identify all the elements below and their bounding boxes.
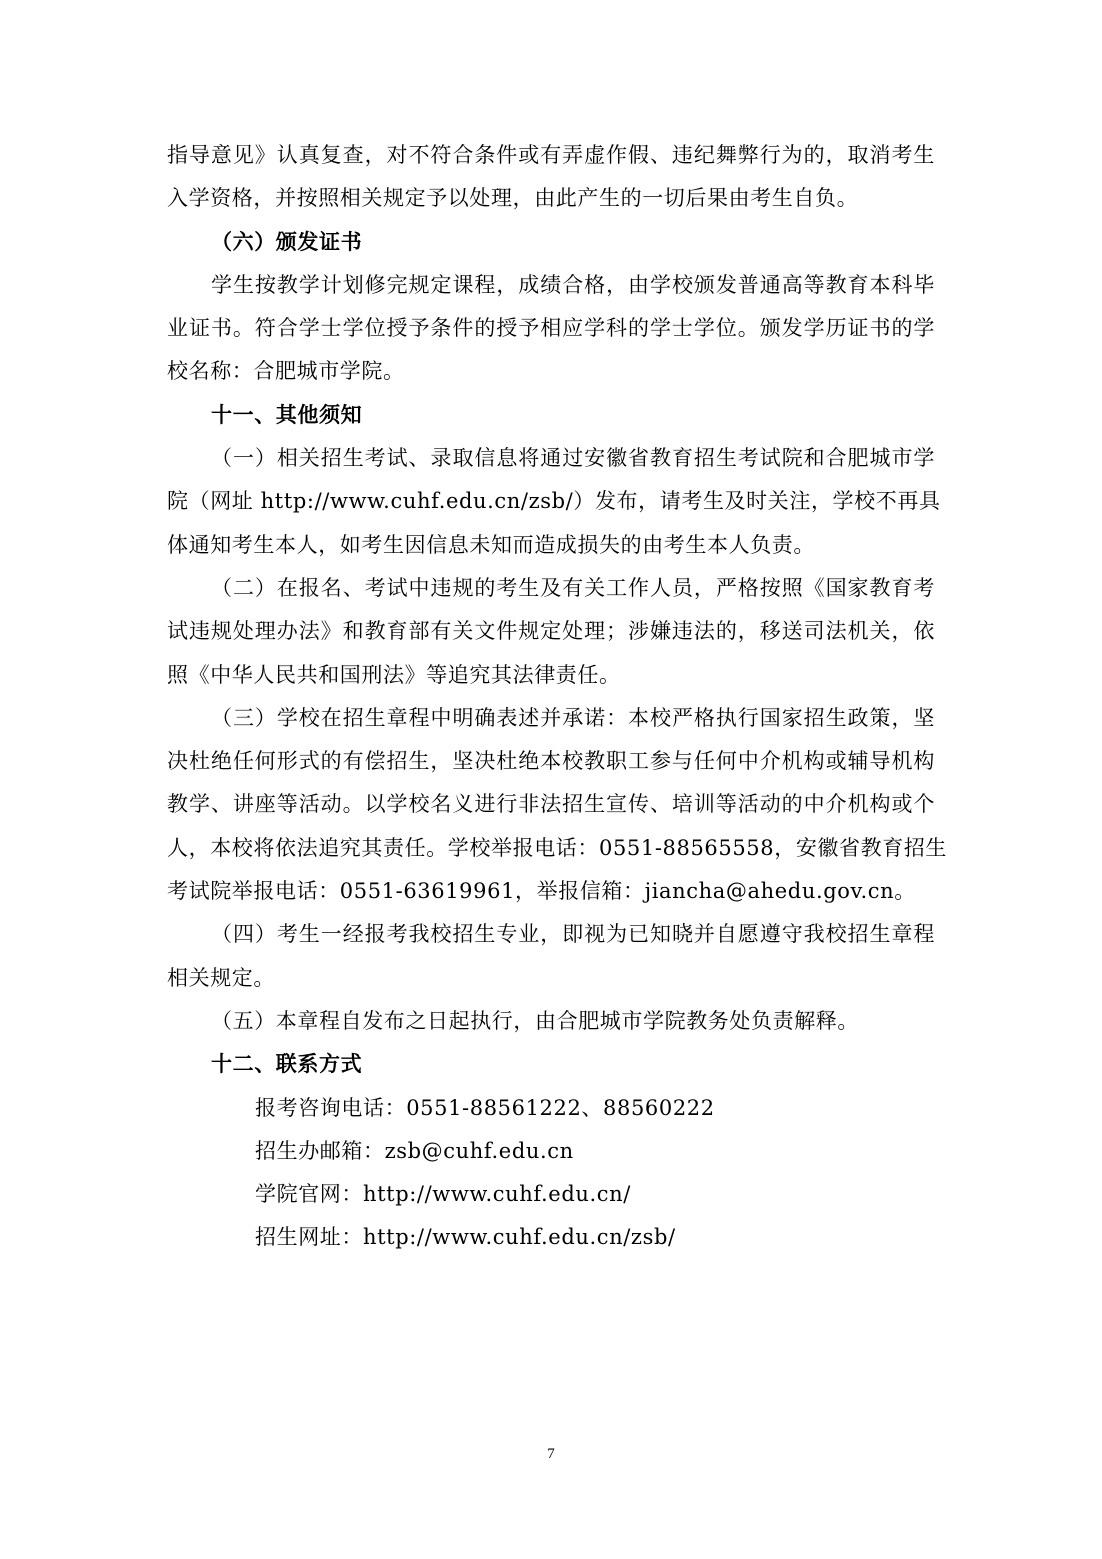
contact-email: 招生办邮箱：zsb@cuhf.edu.cn xyxy=(255,1138,574,1163)
body-line: 教学、讲座等活动。以学校名义进行非法招生宣传、培训等活动的中介机构或个 xyxy=(167,792,935,817)
body-line: 业证书。符合学士学位授予条件的授予相应学科的学士学位。颁发学历证书的学 xyxy=(167,316,935,341)
body-line: 学生按教学计划修完规定课程，成绩合格，由学校颁发普通高等教育本科毕 xyxy=(211,272,935,297)
body-line: （五）本章程自发布之日起执行，由合肥城市学院教务处负责解释。 xyxy=(211,1008,859,1033)
contact-admissions-site: 招生网址：http://www.cuhf.edu.cn/zsb/ xyxy=(255,1225,676,1250)
body-line: （二）在报名、考试中违规的考生及有关工作人员，严格按照《国家教育考 xyxy=(211,575,935,600)
body-line: 考试院举报电话：0551-63619961，举报信箱：jiancha@ahedu.gov.cn。 xyxy=(167,879,916,904)
contact-website: 学院官网：http://www.cuhf.edu.cn/ xyxy=(255,1182,631,1207)
section-subheading-certificate: （六）颁发证书 xyxy=(211,229,363,254)
document-page xyxy=(167,134,948,1260)
body-line: 院（网址 http://www.cuhf.edu.cn/zsb/）发布，请考生及时关注，学校不再具 xyxy=(167,489,941,514)
body-line: 人，本校将依法追究其责任。学校举报电话：0551-88565558，安徽省教育招生 xyxy=(167,835,948,860)
body-line: 入学资格，并按照相关规定予以处理，由此产生的一切后果由考生自负。 xyxy=(167,186,859,211)
body-line: （一）相关招生考试、录取信息将通过安徽省教育招生考试院和合肥城市学 xyxy=(211,446,935,471)
body-line: （三）学校在招生章程中明确表述并承诺：本校严格执行国家招生政策，坚 xyxy=(211,705,935,730)
body-line: 试违规处理办法》和教育部有关文件规定处理；涉嫌违法的，移送司法机关，依 xyxy=(167,619,935,644)
section-heading-other-notes: 十一、其他须知 xyxy=(211,402,363,427)
body-line: 相关规定。 xyxy=(167,965,275,990)
body-line: （四）考生一经报考我校招生专业，即视为已知晓并自愿遵守我校招生章程 xyxy=(211,922,935,947)
body-line: 校名称：合肥城市学院。 xyxy=(167,359,405,384)
page-number: 7 xyxy=(547,1446,555,1462)
body-line: 决杜绝任何形式的有偿招生，坚决杜绝本校教职工参与任何中介机构或辅导机构 xyxy=(167,749,935,774)
section-heading-contact: 十二、联系方式 xyxy=(211,1052,363,1077)
body-line: 照《中华人民共和国刑法》等追究其法律责任。 xyxy=(167,662,621,687)
body-line: 体通知考生本人，如考生因信息未知而造成损失的由考生本人负责。 xyxy=(167,532,815,557)
contact-phone: 报考咨询电话：0551-88561222、88560222 xyxy=(255,1095,715,1120)
body-line: 指导意见》认真复查，对不符合条件或有弄虚作假、违纪舞弊行为的，取消考生 xyxy=(167,143,935,167)
